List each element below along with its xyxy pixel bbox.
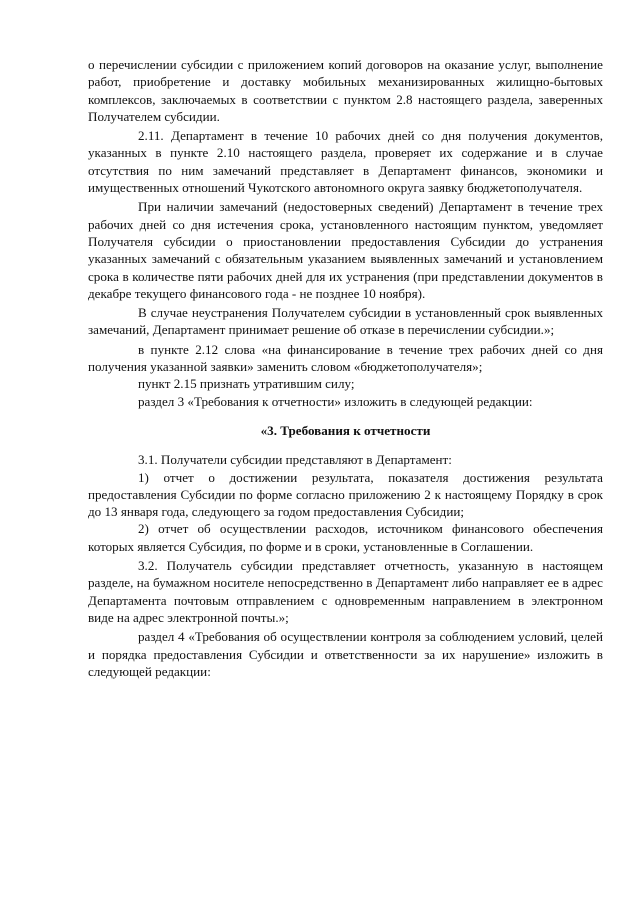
paragraph-amend-2-12: в пункте 2.12 слова «на финансирование в течение трех рабочих дней со дня получения указанной заявки» заменить словом «бюджетополучателя»; — [88, 341, 603, 375]
paragraph-2-11: 2.11. Департамент в течение 10 рабочих дней со дня получения документов, указанных в пункте 2.10 настоящего раздела, проверяет их содержание и в случае отсутствия по ним замечаний представляет в Департамент финансов, экономики и имущественных отношений Чукотского автономного округа заявку бюджетополучателя. — [88, 128, 603, 196]
paragraph-refusal: В случае неустранения Получателем субсидии в установленный срок выявленных замечаний, Департамент принимает решение об отказе в перечислении субсидии.»; — [88, 305, 603, 338]
paragraph-remarks: При наличии замечаний (недостоверных сведений) Департамент в течение трех рабочих дней со дня истечения срока, установленного настоящим пунктом, уведомляет Получателя субсидии о приостановлении предоставления Субсидии до устранения указанных замечаний с обязательным указанием выявленных замечаний и установлением срока в количестве пяти рабочих дней для их устранения (при представлении документов в декабре текущего финансового года - не позднее 10 ноября). — [88, 199, 603, 301]
paragraph-3-1-item-1: 1) отчет о достижении результата, показателя достижения результата предоставления Субсидии по форме согласно приложению 2 к настоящему Порядку в срок до 13 января года, следующего за годом предоставления Субсидии; — [88, 469, 603, 520]
document-body — [88, 56, 603, 680]
paragraph-amend-section-3: раздел 3 «Требования к отчетности» изложить в следующей редакции: — [138, 393, 533, 409]
paragraph-3-2: 3.2. Получатель субсидии представляет отчетность, указанную в настоящем разделе, на бумажном носителе непосредственно в Департамент либо направляет ее в адрес Департамента почтовым отправлением с одновременным направлением в электронном виде на адрес электронной почты.»; — [88, 558, 603, 625]
paragraph-amend-2-15: пункт 2.15 признать утратившим силу; — [138, 376, 355, 392]
paragraph-3-1: 3.1. Получатели субсидии представляют в Департамент: — [138, 452, 452, 468]
paragraph-3-1-item-2: 2) отчет об осуществлении расходов, источником финансового обеспечения которых является Субсидия, по форме и в сроки, установленные в Соглашении. — [88, 521, 603, 554]
paragraph-amend-section-4: раздел 4 «Требования об осуществлении контроля за соблюдением условий, целей и порядка предоставления Субсидии и ответственности за их нарушение» изложить в следующей редакции: — [88, 629, 603, 679]
paragraph-continuation: о перечислении субсидии с приложением копий договоров на оказание услуг, выполнение работ, приобретение и доставку мобильных механизированных жилищно-бытовых комплексов, заключаемых в соответствии с пунктом 2.8 настоящего раздела, заверенных Получателем субсидии. — [88, 57, 603, 124]
section-heading: «3. Требования к отчетности — [260, 422, 431, 438]
